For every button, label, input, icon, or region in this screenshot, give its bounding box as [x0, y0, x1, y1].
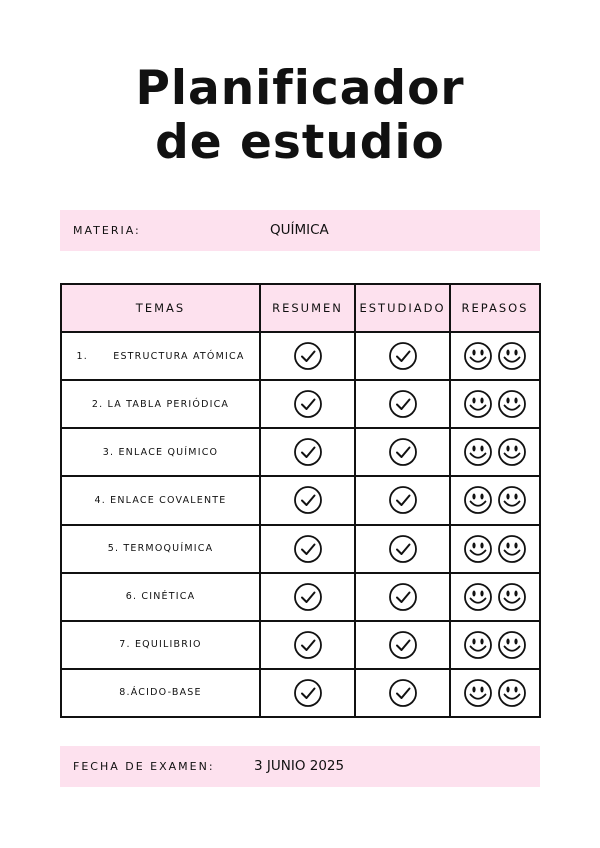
smiley-icon[interactable] — [497, 437, 527, 467]
check-circle-icon[interactable] — [356, 389, 449, 419]
check-circle-icon[interactable] — [261, 534, 354, 564]
topic-cell: 8.ÁCIDO-BASE — [61, 669, 260, 717]
check-circle-icon[interactable] — [356, 582, 449, 612]
resumen-cell — [260, 669, 355, 717]
topic-cell: 5. TERMOQUÍMICA — [61, 525, 260, 573]
check-circle-icon[interactable] — [261, 630, 354, 660]
exam-date-value: 3 JUNIO 2025 — [254, 758, 345, 774]
smiley-icon[interactable] — [497, 389, 527, 419]
smiley-icon[interactable] — [463, 534, 493, 564]
repasos-cell — [450, 669, 540, 717]
table-row — [61, 573, 540, 621]
exam-date-band — [60, 746, 540, 787]
estudiado-cell — [355, 573, 450, 621]
header-resumen: RESUMEN — [260, 284, 355, 332]
smiley-icon[interactable] — [463, 630, 493, 660]
title-line-1: Planificador — [135, 61, 465, 116]
check-circle-icon[interactable] — [356, 534, 449, 564]
subject-band — [60, 210, 540, 251]
smiley-icon[interactable] — [463, 389, 493, 419]
smiley-icon[interactable] — [497, 582, 527, 612]
repasos-cell — [450, 476, 540, 524]
estudiado-cell — [355, 525, 450, 573]
smiley-icon[interactable] — [497, 678, 527, 708]
table-row — [61, 525, 540, 573]
resumen-cell — [260, 525, 355, 573]
repasos-cell — [450, 525, 540, 573]
resumen-cell — [260, 476, 355, 524]
resumen-cell — [260, 621, 355, 669]
estudiado-cell — [355, 380, 450, 428]
estudiado-cell — [355, 476, 450, 524]
smiley-icon[interactable] — [463, 437, 493, 467]
smiley-icon[interactable] — [463, 582, 493, 612]
smiley-icon[interactable] — [463, 341, 493, 371]
smiley-icon[interactable] — [497, 485, 527, 515]
check-circle-icon[interactable] — [261, 582, 354, 612]
check-circle-icon[interactable] — [261, 389, 354, 419]
table-row — [61, 621, 540, 669]
resumen-cell — [260, 428, 355, 476]
topic-cell: 7. EQUILIBRIO — [61, 621, 260, 669]
smiley-icon[interactable] — [463, 485, 493, 515]
smiley-icon[interactable] — [497, 630, 527, 660]
exam-date-label: FECHA DE EXAMEN: — [73, 760, 215, 773]
table-row — [61, 380, 540, 428]
repasos-cell — [450, 573, 540, 621]
resumen-cell — [260, 573, 355, 621]
subject-value: QUÍMICA — [270, 222, 329, 238]
check-circle-icon[interactable] — [356, 437, 449, 467]
header-estudiado: ESTUDIADO — [355, 284, 450, 332]
repasos-cell — [450, 621, 540, 669]
resumen-cell — [260, 332, 355, 380]
repasos-cell — [450, 332, 540, 380]
check-circle-icon[interactable] — [356, 630, 449, 660]
resumen-cell — [260, 380, 355, 428]
header-temas: TEMAS — [61, 284, 260, 332]
table-row — [61, 476, 540, 524]
table-row — [61, 332, 540, 380]
estudiado-cell — [355, 332, 450, 380]
estudiado-cell — [355, 621, 450, 669]
repasos-cell — [450, 428, 540, 476]
check-circle-icon[interactable] — [356, 678, 449, 708]
study-table — [60, 283, 541, 718]
topic-cell: 3. ENLACE QUÍMICO — [61, 428, 260, 476]
check-circle-icon[interactable] — [261, 341, 354, 371]
smiley-icon[interactable] — [497, 534, 527, 564]
page-title — [0, 62, 600, 170]
repasos-cell — [450, 380, 540, 428]
estudiado-cell — [355, 428, 450, 476]
header-repasos: REPASOS — [450, 284, 540, 332]
topic-cell: 2. LA TABLA PERIÓDICA — [61, 380, 260, 428]
check-circle-icon[interactable] — [356, 485, 449, 515]
topic-cell: 4. ENLACE COVALENTE — [61, 476, 260, 524]
estudiado-cell — [355, 669, 450, 717]
table-row — [61, 669, 540, 717]
check-circle-icon[interactable] — [356, 341, 449, 371]
topic-cell: 1. ESTRUCTURA ATÓMICA — [61, 332, 260, 380]
table-row — [61, 428, 540, 476]
smiley-icon[interactable] — [463, 678, 493, 708]
check-circle-icon[interactable] — [261, 678, 354, 708]
check-circle-icon[interactable] — [261, 437, 354, 467]
check-circle-icon[interactable] — [261, 485, 354, 515]
smiley-icon[interactable] — [497, 341, 527, 371]
title-line-2: de estudio — [155, 115, 445, 170]
subject-label: MATERIA: — [73, 224, 141, 237]
topic-cell: 6. CINÉTICA — [61, 573, 260, 621]
table-header-row — [61, 284, 540, 332]
